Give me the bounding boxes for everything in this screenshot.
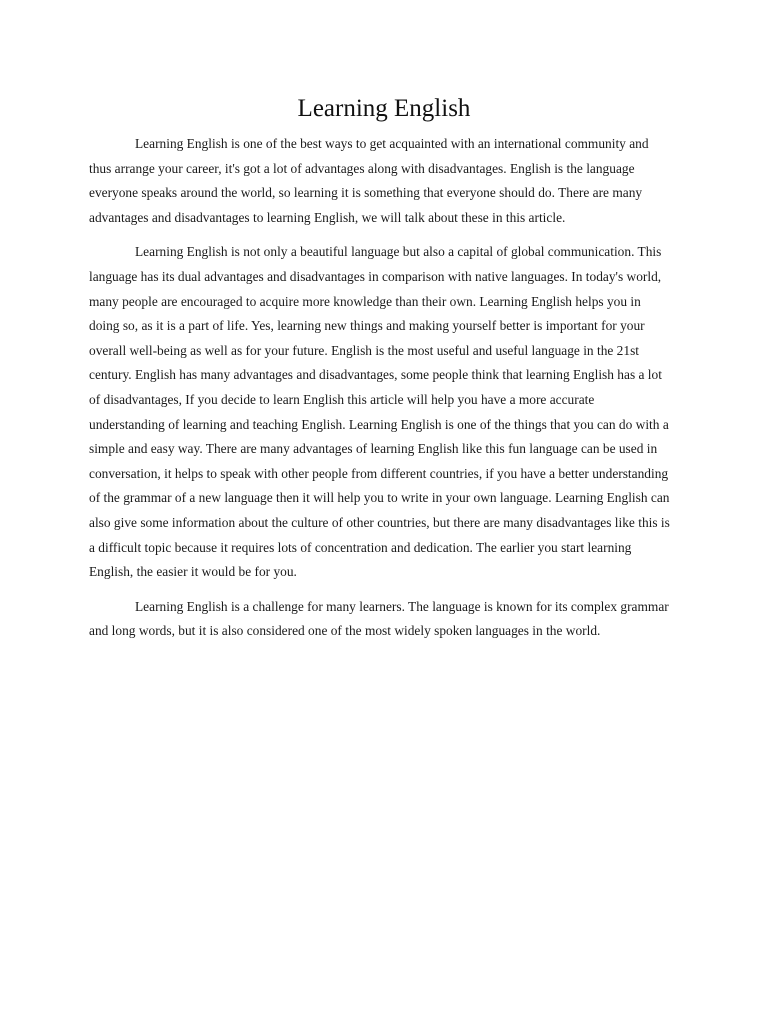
paragraph-1: Learning English is one of the best ways to get acquainted with an international community and thus arrange your career, it's got a lot of advantages along with disadvantages. English is the language everyone speaks around the world, so learning it is something that everyone should do. There are many advantages and disadvantages to learning English, we will talk about these in this article. [89, 136, 649, 225]
paragraph-2: Learning English is not only a beautiful language but also a capital of global communication. This language has its dual advantages and disadvantages in comparison with native languages. In today's world, many people are encouraged to acquire more knowledge than their own. Learning English helps you in doing so, as it is a part of life. Yes, learning new things and making yourself better is important for your overall well-being as well as for your future. English is the most useful and useful language in the 21st century. English has many advantages and disadvantages, some people think that learning English has a lot of disadvantages, If you decide to learn English this article will help you have a more accurate understanding of learning and teaching English. Learning English is one of the things that you can do with a simple and easy way. There are many advantages of learning English like this fun language can be used in conversation, it helps to speak with other people from different countries, if you have a better understanding of the grammar of a new language then it will help you to write in your own language. Learning English can also give some information about the culture of other countries, but there are many disadvantages like this is a difficult topic because it requires lots of concentration and dedication. The earlier you start learning English, the easier it would be for you. [89, 244, 670, 580]
document-body [89, 132, 673, 654]
paragraph-3: Learning English is a challenge for many learners. The language is known for its complex grammar and long words, but it is also considered one of the most widely spoken languages in the world. [89, 598, 669, 639]
document-title: Learning English [297, 95, 471, 122]
